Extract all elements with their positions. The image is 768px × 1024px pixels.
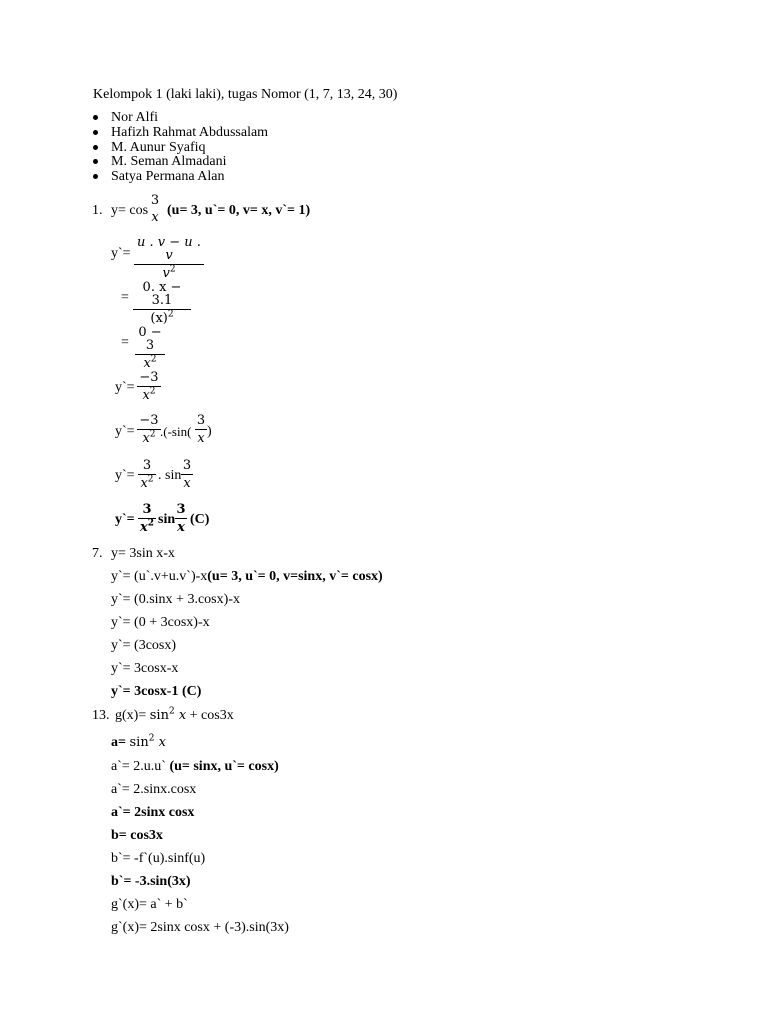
fraction-denominator: x <box>139 520 148 535</box>
fraction-numerator: 3 <box>150 193 160 208</box>
step-fraction <box>181 459 193 490</box>
given-values: (u= 3, u`= 0, v=sinx, v`= cosx) <box>207 569 383 584</box>
b-definition: b= cos3x <box>111 828 163 843</box>
bullet-icon <box>93 159 98 164</box>
fraction-denominator: x <box>177 520 185 535</box>
step-fraction <box>135 326 165 370</box>
step-line: y`= (0 + 3cosx)-x <box>111 615 210 630</box>
step-line: g`(x)= a` + b` <box>111 897 188 912</box>
step-lhs: = <box>121 335 129 350</box>
function-label: g(x)= <box>115 708 147 723</box>
a-definition <box>111 733 166 750</box>
member-item: Nor Alfi <box>111 110 159 125</box>
problem-statement: y= 3sin x-x <box>111 546 175 561</box>
sin-label: sin <box>149 708 169 723</box>
step-expression: sin <box>158 512 176 527</box>
step-line: b`= -f`(u).sinf(u) <box>111 851 206 866</box>
step-fraction <box>195 414 207 445</box>
step-line <box>111 760 279 774</box>
step-expression: ) <box>207 424 212 439</box>
step-fraction <box>137 414 161 445</box>
fraction-denominator: x <box>142 431 150 446</box>
a-label: a= <box>111 735 126 750</box>
fraction-denominator: v <box>162 266 170 281</box>
fraction-numerator: u . v − u . v <box>137 235 201 263</box>
variable: x <box>158 735 166 750</box>
exponent: 2 <box>149 429 156 440</box>
fraction-denominator: x <box>140 476 148 491</box>
fraction <box>148 194 162 224</box>
fraction-numerator: 3 <box>142 502 152 517</box>
bullet-icon <box>93 145 98 150</box>
given-values: (u= sinx, u`= cosx) <box>169 759 279 774</box>
exponent: 2 <box>148 733 155 744</box>
sin-label: sin <box>129 735 149 750</box>
fraction-numerator: 0. x − 3.1 <box>142 280 182 308</box>
step-lhs: y`= <box>115 380 135 395</box>
result-line: b`= -3.sin(3x) <box>111 874 191 889</box>
step-lhs: y`= <box>111 246 131 261</box>
answer-label: (C) <box>190 512 210 527</box>
fraction-numerator: −3 <box>139 370 159 385</box>
answer-label: (C) <box>181 684 202 699</box>
fraction-denominator: x <box>142 388 150 403</box>
exponent: 2 <box>150 354 157 365</box>
fraction-denominator: x <box>143 356 151 371</box>
fraction-numerator: 3 <box>196 413 206 428</box>
fraction-denominator: x <box>197 431 205 446</box>
step-lhs: = <box>121 290 129 305</box>
sin-term <box>150 708 186 723</box>
variable: x <box>178 708 187 723</box>
step-fraction <box>137 371 161 402</box>
fraction-numerator: 3 <box>142 458 152 473</box>
fraction-denominator: x <box>183 476 191 491</box>
problem-number: 1. <box>92 203 103 218</box>
fraction-numerator: 3 <box>176 502 186 517</box>
step-line: a`= 2.sinx.cosx <box>111 782 197 797</box>
step-fraction <box>138 459 156 490</box>
step-line: y`= (0.sinx + 3.cosx)-x <box>111 592 240 607</box>
fraction-denominator: (x) <box>150 311 168 326</box>
step-expression: a`= 2.u.u` <box>111 759 166 774</box>
step-fraction <box>134 236 204 280</box>
result-expression: y`= 3cosx-1 <box>111 684 179 699</box>
step-fraction <box>133 281 191 325</box>
problem-statement: y= cos <box>111 203 149 218</box>
sin-term <box>129 735 165 750</box>
step-fraction <box>175 503 187 534</box>
result-line <box>111 685 201 699</box>
exponent: 2 <box>147 518 155 529</box>
fraction-numerator: 3 <box>182 458 192 473</box>
member-item: M. Aunur Syafiq <box>111 140 206 155</box>
fraction-denominator: x <box>151 210 159 225</box>
step-line <box>111 570 383 584</box>
bullet-icon <box>93 174 98 179</box>
exponent: 2 <box>167 309 174 320</box>
problem-number: 13. <box>92 708 110 723</box>
step-expression: y`= (u`.v+u.v`)-x <box>111 569 208 584</box>
exponent: 2 <box>149 386 156 397</box>
step-line: g`(x)= 2sinx cosx + (-3).sin(3x) <box>111 920 289 935</box>
member-item: M. Seman Almadani <box>111 154 227 169</box>
step-fraction <box>138 503 156 534</box>
problem-statement <box>115 706 234 723</box>
exponent: 2 <box>168 706 175 717</box>
bullet-icon <box>93 115 98 120</box>
step-lhs: y`= <box>115 512 135 527</box>
step-lhs: y`= <box>115 424 135 439</box>
member-item: Hafizh Rahmat Abdussalam <box>111 125 269 140</box>
step-lhs: y`= <box>115 468 135 483</box>
step-line: y`= 3cosx-x <box>111 661 179 676</box>
cos-term: + cos3x <box>189 708 234 723</box>
step-expression: . sin <box>158 468 182 483</box>
fraction-numerator: −3 <box>139 413 159 428</box>
bullet-icon <box>93 130 98 135</box>
fraction-numerator: 0 − 3 <box>138 325 162 353</box>
result-line: a`= 2sinx cosx <box>111 805 195 820</box>
exponent: 2 <box>169 264 176 275</box>
exponent: 2 <box>147 474 154 485</box>
step-line: y`= (3cosx) <box>111 638 177 653</box>
given-values: (u= 3, u`= 0, v= x, v`= 1) <box>167 203 311 218</box>
member-item: Satya Permana Alan <box>111 169 225 184</box>
problem-number: 7. <box>92 546 103 561</box>
step-expression: .(-sin( <box>160 424 192 439</box>
header-text: Kelompok 1 (laki laki), tugas Nomor (1, 7, 13, 24, 30) <box>93 87 398 102</box>
